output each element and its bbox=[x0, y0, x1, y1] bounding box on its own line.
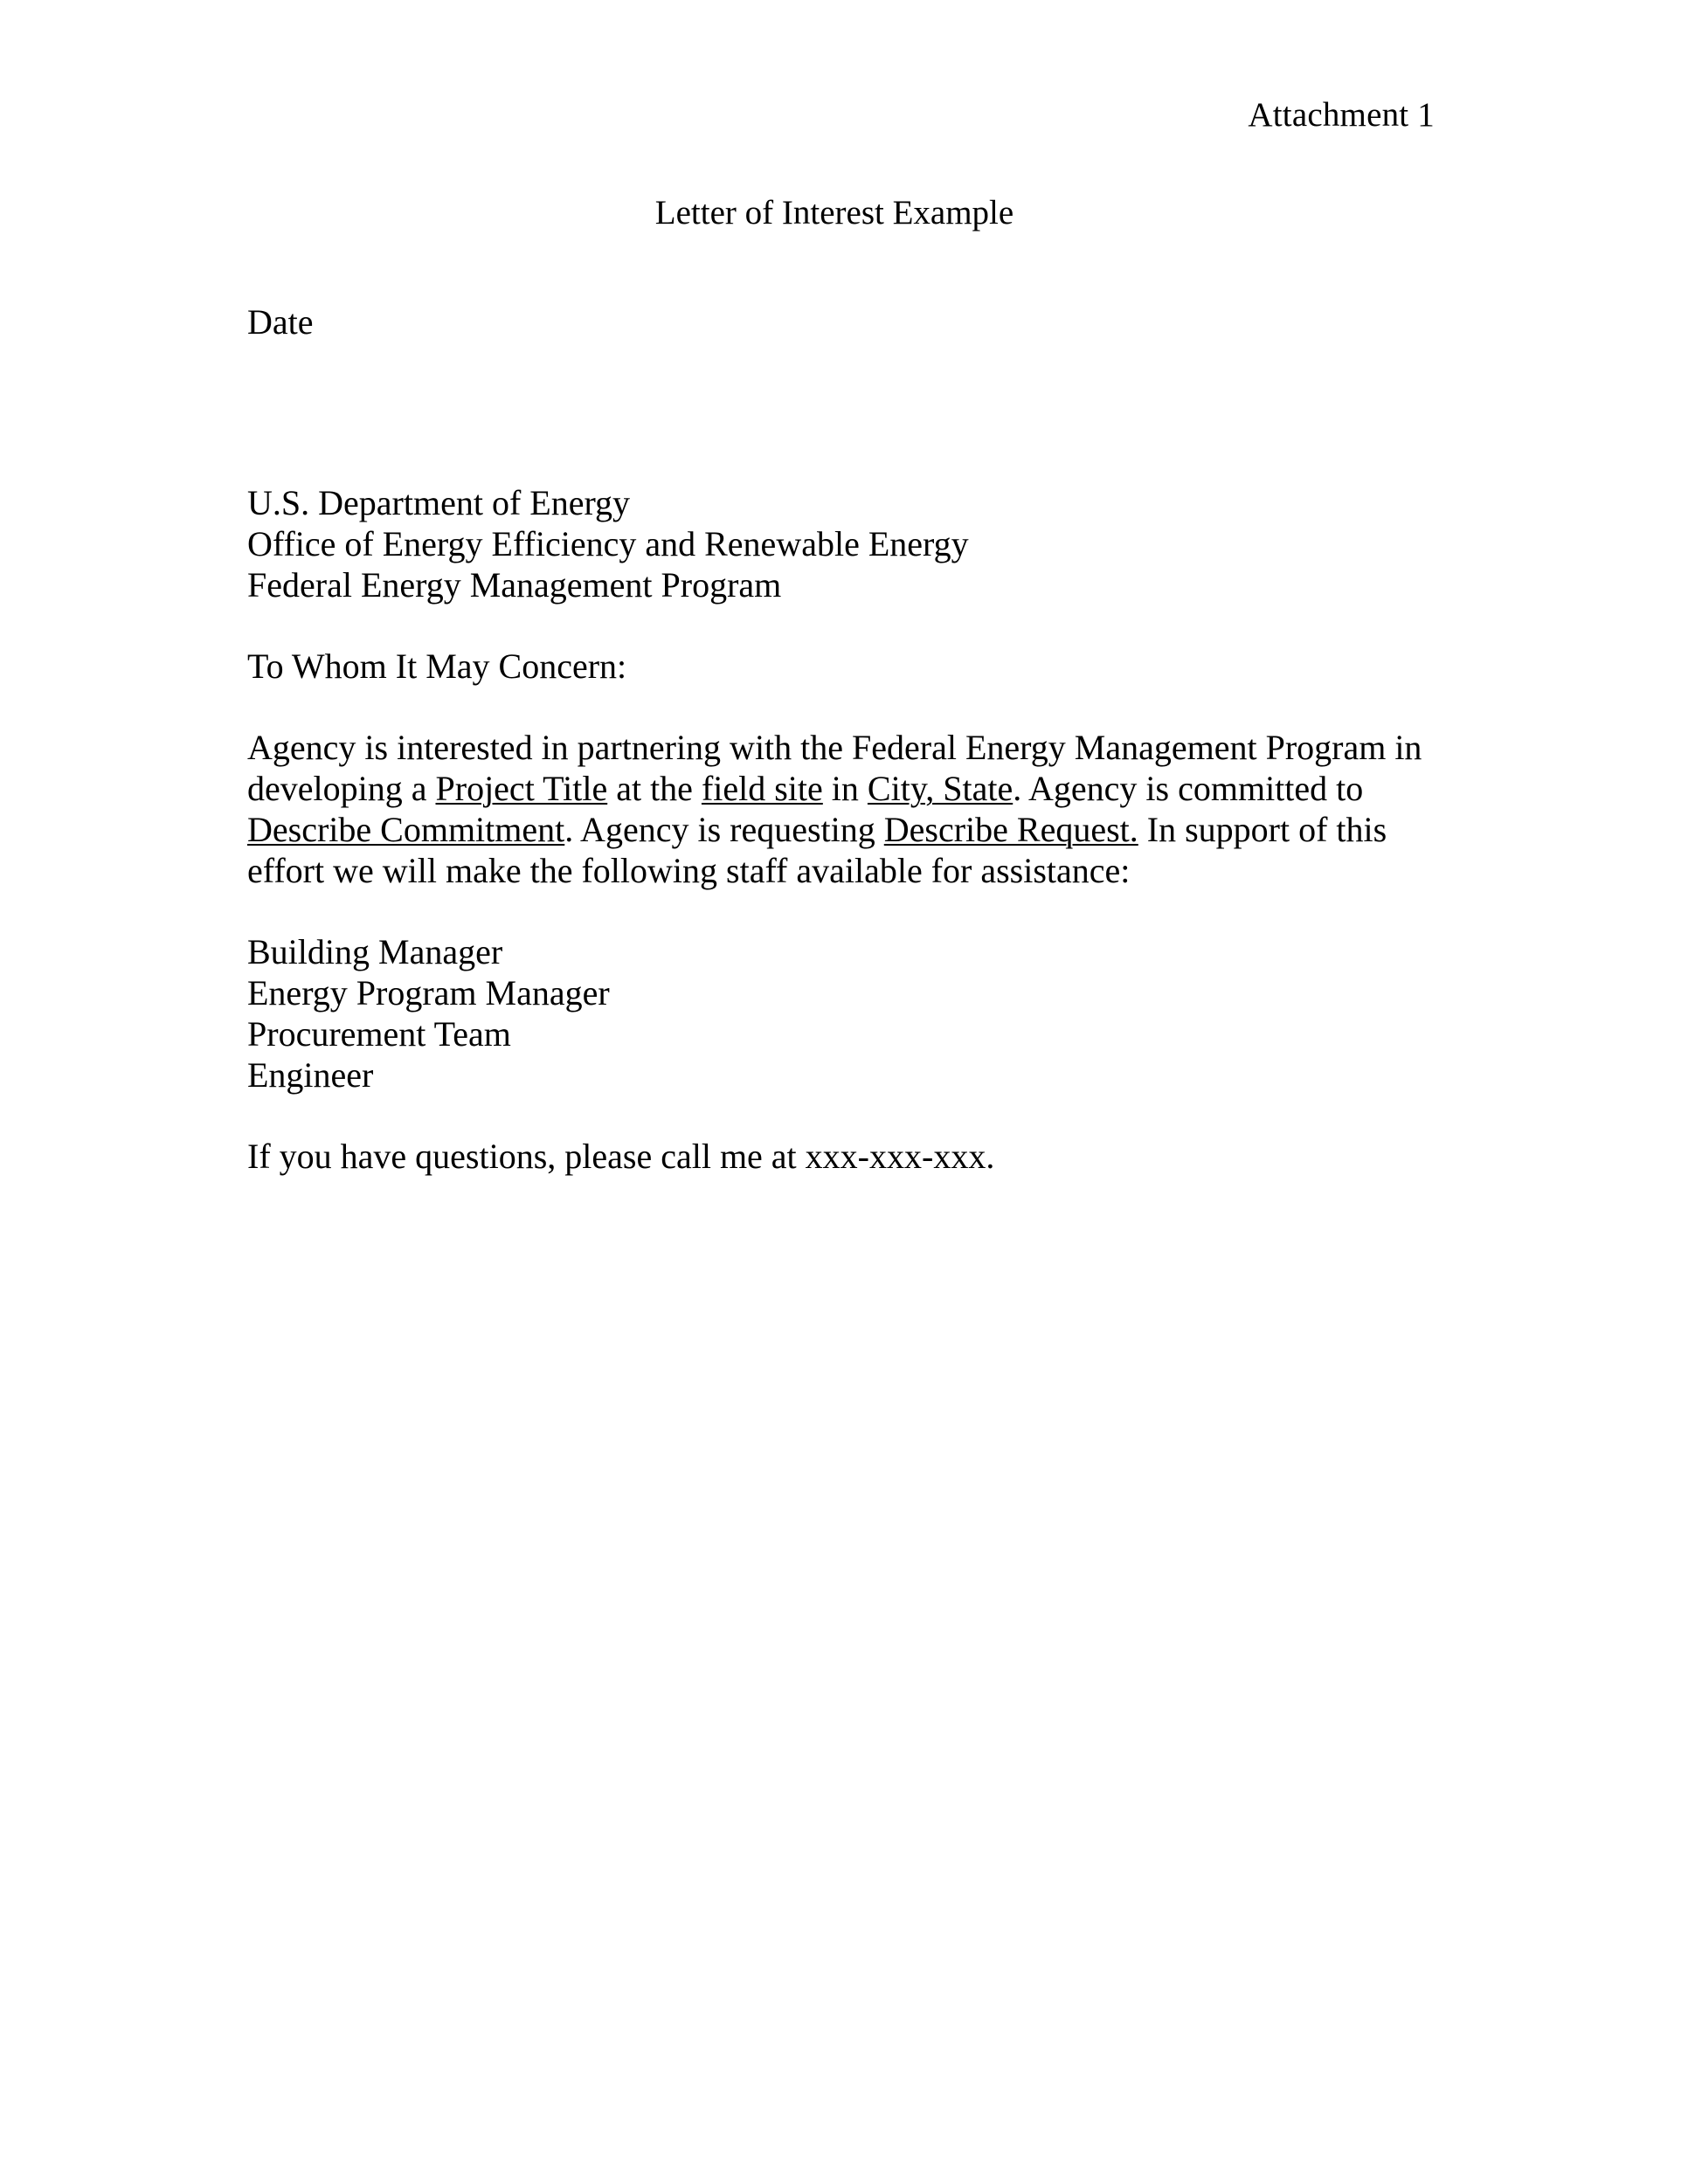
date-block bbox=[247, 301, 1453, 342]
body-segment-5: . Agency is requesting bbox=[564, 810, 884, 849]
placeholder-project-title: Project Title bbox=[435, 769, 608, 808]
spacer-after-salutation bbox=[247, 687, 1453, 727]
date-line: Date bbox=[247, 302, 314, 342]
page-title bbox=[0, 194, 1688, 232]
placeholder-field-site: field site bbox=[701, 769, 823, 808]
salutation-line: To Whom It May Concern: bbox=[247, 646, 627, 686]
closing-line: If you have questions, please call me at xxx-xxx-xxx. bbox=[247, 1137, 995, 1176]
spacer-after-date bbox=[247, 342, 1453, 482]
recipient-line-3: Federal Energy Management Program bbox=[247, 565, 782, 605]
spacer-after-body bbox=[247, 891, 1453, 931]
body-segment-4: . Agency is committed to bbox=[1013, 769, 1364, 808]
placeholder-describe-commitment: Describe Commitment bbox=[247, 810, 565, 849]
spacer-after-address bbox=[247, 605, 1453, 646]
list-item: Building Manager bbox=[247, 932, 503, 971]
spacer-after-staff bbox=[247, 1095, 1453, 1136]
placeholder-describe-request: Describe Request. bbox=[883, 810, 1138, 849]
body-segment-6: In support of this effort we will make the following staff available for assistance: bbox=[247, 810, 1387, 890]
body-paragraph bbox=[247, 727, 1453, 891]
body-segment-2: at the bbox=[607, 769, 702, 808]
recipient-address-block bbox=[247, 482, 1453, 605]
recipient-line-1: U.S. Department of Energy bbox=[247, 483, 631, 522]
staff-list bbox=[247, 931, 1453, 1095]
body-segment-1: Agency is interested in partnering with the Federal Energy Management Program in developing a bbox=[247, 728, 1422, 808]
salutation-block bbox=[247, 646, 1453, 687]
body-segment-3: in bbox=[822, 769, 868, 808]
page-title-text: Letter of Interest Example bbox=[654, 194, 1014, 232]
placeholder-city-state: City, State bbox=[867, 769, 1013, 808]
closing-block bbox=[247, 1136, 1453, 1177]
attachment-header: Attachment 1 bbox=[1248, 96, 1435, 134]
list-item: Engineer bbox=[247, 1055, 374, 1095]
list-item: Energy Program Manager bbox=[247, 973, 610, 1013]
letter-body bbox=[247, 301, 1453, 1177]
recipient-line-2: Office of Energy Efficiency and Renewable Energy bbox=[247, 524, 969, 563]
list-item: Procurement Team bbox=[247, 1014, 511, 1054]
